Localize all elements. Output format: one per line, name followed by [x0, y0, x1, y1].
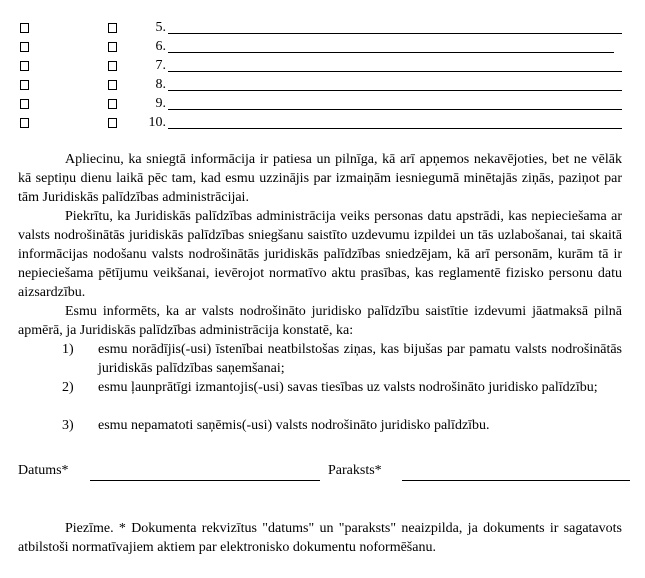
condition-text: esmu nepamatoti saņēmis(-usi) valsts nodrošināto juridisko palīdzību. [98, 418, 490, 433]
fill-line[interactable] [168, 128, 622, 129]
list-item [0, 114, 645, 133]
checkbox[interactable] [20, 23, 29, 33]
item-number: 9. [155, 96, 166, 111]
checkbox[interactable] [108, 118, 117, 128]
checkbox[interactable] [20, 99, 29, 109]
footnote: Piezīme. * Dokumenta rekvizītus "datums" un "paraksts" neaizpilda, ja dokuments ir sagatavots atbilstoši normatīvajiem aktiem par elektronisko dokumentu noformēšanu. [18, 521, 622, 555]
checkbox[interactable] [20, 80, 29, 90]
fill-line[interactable] [168, 109, 622, 110]
checkbox[interactable] [108, 80, 117, 90]
checkbox[interactable] [108, 99, 117, 109]
item-number: 6. [155, 39, 166, 54]
date-field[interactable] [90, 480, 320, 481]
fill-line[interactable] [168, 90, 622, 91]
checkbox[interactable] [20, 118, 29, 128]
item-number: 5. [155, 20, 166, 35]
fill-line[interactable] [168, 52, 614, 53]
checkbox[interactable] [20, 42, 29, 52]
list-item [0, 76, 645, 95]
checkbox[interactable] [20, 61, 29, 71]
condition-text: esmu norādījis(-usi) īstenībai neatbilstošas ziņas, kas bijušas par pamatu valsts nodrošinātās juridiskās palīdzības saņemšanai; [98, 342, 622, 376]
fill-line[interactable] [168, 33, 622, 34]
condition-number: 1) [62, 342, 74, 357]
item-number: 8. [155, 77, 166, 92]
item-number: 7. [155, 58, 166, 73]
item-number: 10. [148, 115, 166, 130]
checkbox[interactable] [108, 42, 117, 52]
consent-paragraph: Piekrītu, ka Juridiskās palīdzības administrācija veiks personas datu apstrādi, kas nepieciešama ar valsts nodrošinātās juridiskās palīdzības sniegšanu saistīto uzdevumu izpildei un tās uzlabošanai, tai skaitā informācijas nodošanu valsts nodrošinātās juridiskās palīdzības sniedzējam, kā arī personām, kurām tā ir nepieciešama pētījumu veikšanai, ievērojot normatīvo aktu prasības, kas reglamentē fizisko personu datu aizsardzību. [18, 209, 622, 300]
declaration-paragraph: Apliecinu, ka sniegtā informācija ir patiesa un pilnīga, kā arī apņemos nekavējoties, bet ne vēlāk kā septiņu dienu laikā pēc tam, kad esmu uzzinājis par izmaiņām iesniegumā minētajās ziņās, paziņot par tām Juridiskās palīdzības administrācijai. [18, 152, 622, 205]
date-label: Datums* [18, 463, 69, 478]
list-item [0, 95, 645, 114]
fill-line[interactable] [168, 71, 622, 72]
condition-text: esmu ļaunprātīgi izmantojis(-usi) savas tiesības uz valsts nodrošināto juridisko palīdzību; [98, 380, 598, 395]
condition-number: 3) [62, 418, 74, 433]
signature-field[interactable] [402, 480, 630, 481]
list-item [0, 38, 645, 57]
condition-number: 2) [62, 380, 74, 395]
list-item [0, 57, 645, 76]
checkbox[interactable] [108, 61, 117, 71]
list-item [0, 19, 645, 38]
checkbox[interactable] [108, 23, 117, 33]
signature-label: Paraksts* [328, 463, 382, 478]
repayment-paragraph: Esmu informēts, ka ar valsts nodrošināto juridisko palīdzību saistītie izdevumi jāatmaksā pilnā apmērā, ja Juridiskās palīdzības administrācija konstatē, ka: [18, 304, 622, 338]
